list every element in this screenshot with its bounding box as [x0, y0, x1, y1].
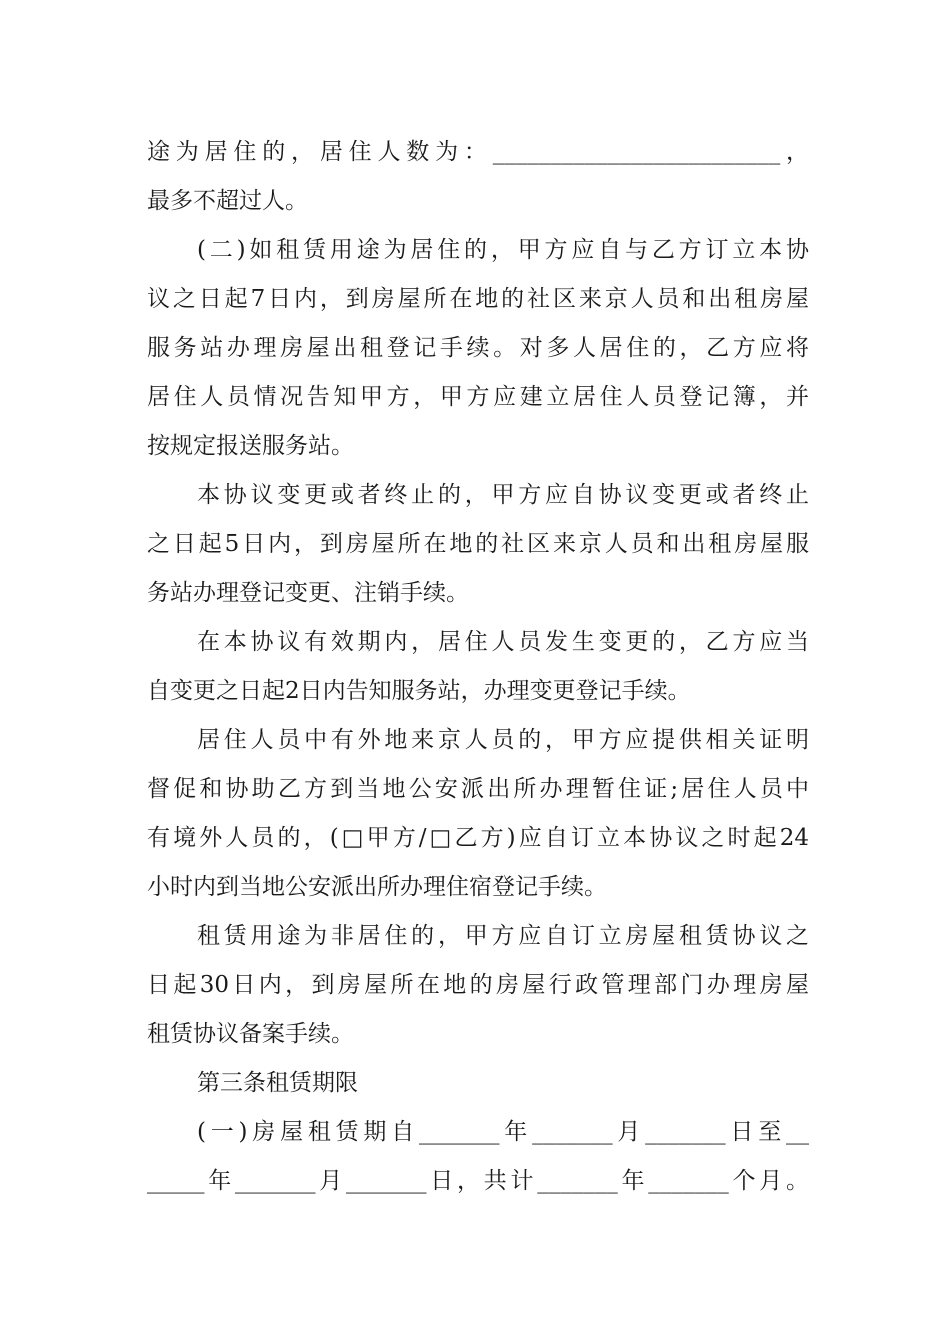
text-line: 在本协议有效期内，居住人员发生变更的，乙方应当: [197, 629, 809, 655]
text-line: 途为居住的，居住人数为：_________________________，: [147, 139, 809, 165]
text-line: 本协议变更或者终止的，甲方应自协议变更或者终止: [197, 482, 809, 508]
section-heading: 第三条租赁期限: [197, 1070, 358, 1096]
text-line: 日起30日内，到房屋所在地的房屋行政管理部门办理房屋: [147, 972, 809, 998]
text-line: 务站办理登记变更、注销手续。: [147, 580, 469, 606]
text-line: 按规定报送服务站。: [147, 433, 354, 459]
text-line: 督促和协助乙方到当地公安派出所办理暂住证;居住人员中: [147, 776, 809, 802]
text-line: 自变更之日起2日内告知服务站，办理变更登记手续。: [147, 678, 691, 704]
document-body: [147, 128, 809, 1206]
text-line: 之日起5日内，到房屋所在地的社区来京人员和出租房屋服: [147, 531, 809, 557]
text-line: 最多不超过人。: [147, 188, 308, 214]
text-line: 议之日起7日内，到房屋所在地的社区来京人员和出租房屋: [147, 286, 809, 312]
text-line: 小时内到当地公安派出所办理住宿登记手续。: [147, 874, 607, 900]
text-line: 租赁用途为非居住的，甲方应自订立房屋租赁协议之: [197, 923, 809, 949]
text-line: 租赁协议备案手续。: [147, 1021, 354, 1047]
text-line: 居住人员中有外地来京人员的，甲方应提供相关证明: [197, 727, 809, 753]
text-line: 服务站办理房屋出租登记手续。对多人居住的，乙方应将: [147, 335, 809, 361]
text-line: 有境外人员的，(□甲方/□乙方)应自订立本协议之时起24: [147, 825, 809, 851]
text-line: 居住人员情况告知甲方，甲方应建立居住人员登记簿，并: [147, 384, 809, 410]
text-line: _____年_______月_______日，共计_______年_______个月。: [147, 1168, 809, 1194]
text-line: (一)房屋租赁期自_______年_______月_______日至__: [197, 1119, 809, 1145]
text-line: (二)如租赁用途为居住的，甲方应自与乙方订立本协: [197, 237, 809, 263]
